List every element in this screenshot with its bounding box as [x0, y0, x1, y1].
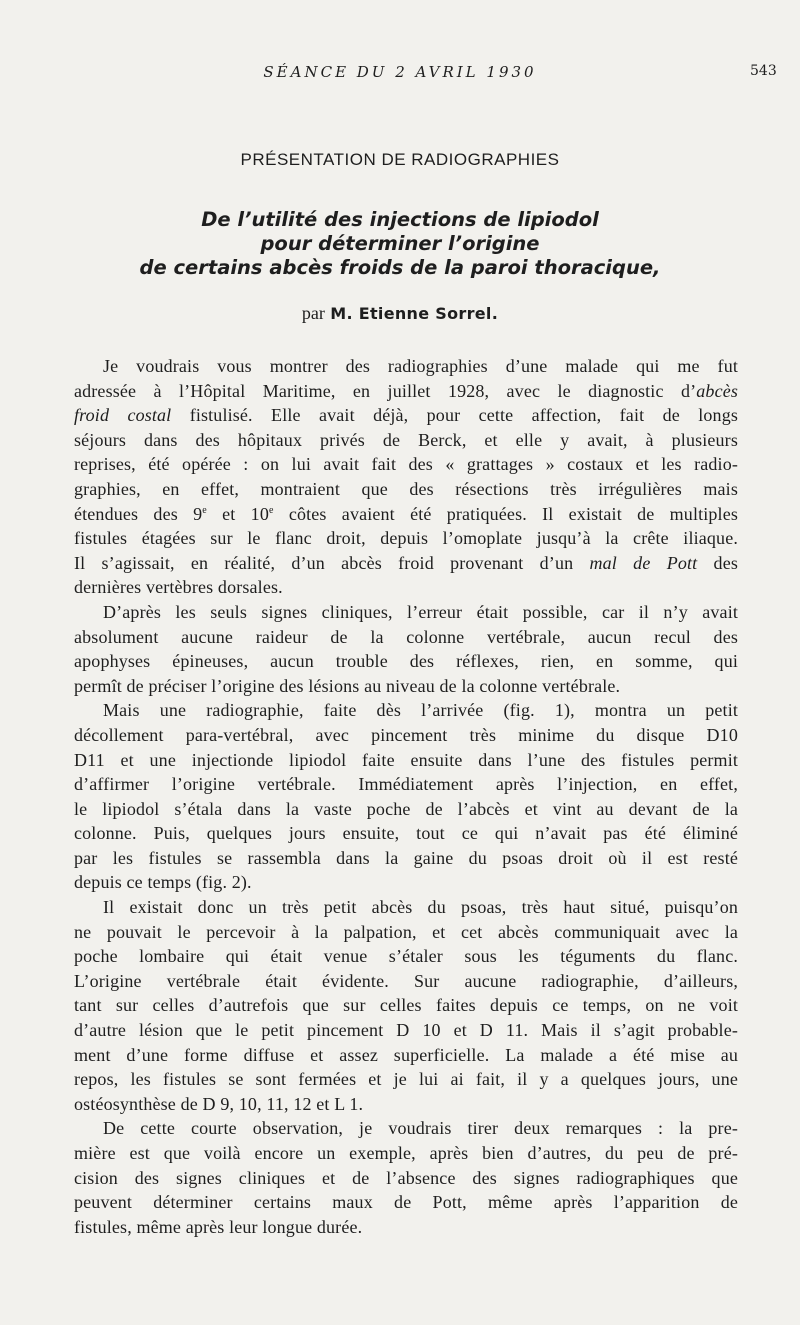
text-run: fistulisé. Elle avait déjà, pour cette affection, fait de longs [171, 405, 738, 426]
text-line [74, 969, 738, 994]
text-line [74, 600, 738, 625]
text-run: et 10 [206, 503, 269, 524]
text-line [74, 1043, 738, 1068]
italic-text: froid costal [74, 405, 172, 426]
text-run: colonne. Puis, quelques jours ensuite, tout ce qui n’avait pas été éliminé [74, 823, 738, 844]
article-title-line: De l’utilité des injections de lipiodol [201, 208, 599, 231]
text-line [74, 575, 738, 600]
paragraph [74, 354, 738, 600]
text-line [74, 797, 738, 822]
text-line [74, 920, 738, 945]
text-line [74, 502, 738, 527]
text-run: De cette courte observation, je voudrais tirer deux remarques : la pre- [103, 1118, 738, 1139]
text-run: dernières vertèbres dorsales. [74, 577, 283, 598]
text-run: d’affirmer l’origine vertébrale. Immédiatement après l’injection, en effet, [74, 774, 738, 795]
text-line [74, 772, 738, 797]
text-line [74, 649, 738, 674]
text-line [74, 403, 738, 428]
text-run: ostéosynthèse de D 9, 10, 11, 12 et L 1. [74, 1093, 364, 1114]
text-run: cision des signes cliniques et de l’absence des signes radiographiques que [74, 1167, 738, 1188]
text-run: adressée à l’Hôpital Maritime, en juillet 1928, avec le diagnostic d’ [74, 380, 697, 401]
text-line [74, 870, 738, 895]
text-line [74, 748, 738, 773]
text-run: depuis ce temps (fig. 2). [74, 872, 252, 893]
text-run: D11 et une injectionde lipiodol faite ensuite dans l’une des fistules permit [74, 749, 738, 770]
text-line [74, 1166, 738, 1191]
article-title-line: de certains abcès froids de la paroi thoracique, [139, 256, 661, 279]
text-line [74, 354, 738, 379]
text-line [74, 379, 738, 404]
text-run: ne pouvait le percevoir à la palpation, et cet abcès communiquait avec la [74, 921, 738, 942]
text-line [74, 1092, 738, 1117]
text-run: décollement para-vertébral, avec pincement très minime du disque D10 [74, 724, 738, 745]
text-run: étendues des 9 [74, 503, 203, 524]
text-line [74, 551, 738, 576]
text-line [74, 895, 738, 920]
text-run: ment d’une forme diffuse et assez superficielle. La malade a été mise au [74, 1044, 738, 1065]
text-run: le lipiodol s’étala dans la vaste poche de l’abcès et vint au devant de la [74, 798, 738, 819]
text-run: Mais une radiographie, faite dès l’arrivée (fig. 1), montra un petit [103, 700, 738, 721]
text-run: poche lombaire qui était venue s’étaler sous les téguments du flanc. [74, 946, 738, 967]
text-run: des [697, 552, 738, 573]
superscript: e [268, 504, 274, 516]
text-run: apophyses épineuses, aucun trouble des réflexes, rien, en somme, qui [74, 651, 738, 672]
text-run: Je voudrais vous montrer des radiographies d’une malade qui me fut [103, 356, 738, 376]
text-run: fistules étagées sur le flanc droit, depuis l’omoplate jusqu’à la crête iliaque. [74, 528, 738, 549]
text-line [74, 625, 738, 650]
text-line [74, 674, 738, 699]
text-run: fistules, même après leur longue durée. [74, 1216, 363, 1237]
text-run: tant sur celles d’autrefois que sur celles faites depuis ce temps, on ne voit [74, 995, 738, 1016]
running-title: SÉANCE DU 2 AVRIL 1930 [263, 63, 537, 81]
text-run: mière est que voilà encore un exemple, après bien d’autres, du peu de pré- [74, 1143, 738, 1163]
text-line [74, 1067, 738, 1092]
article-body [74, 354, 738, 1239]
text-run: graphies, en effet, montraient que des résections très irrégulières mais [74, 478, 738, 499]
text-line [74, 993, 738, 1018]
text-run: D’après les seuls signes cliniques, l’erreur était possible, car il n’y avait [103, 601, 738, 622]
text-line [74, 944, 738, 969]
superscript: e [202, 504, 207, 516]
text-run: repos, les fistules se sont fermées et je lui ai fait, il y a quelques jours, une [74, 1069, 738, 1090]
text-line [74, 821, 738, 846]
byline-prefix: par [301, 303, 325, 323]
paragraph [74, 1116, 738, 1239]
text-line [74, 477, 738, 502]
paragraph [74, 698, 738, 895]
article-title [0, 208, 800, 280]
article-title-line: pour déterminer l’origine [260, 232, 540, 255]
text-run: L’origine vertébrale était évidente. Sur aucune radiographie, d’ailleurs, [74, 970, 738, 991]
text-line [74, 846, 738, 871]
text-line [74, 723, 738, 748]
text-line [74, 526, 738, 551]
text-run: permît de préciser l’origine des lésions au niveau de la colonne vertébrale. [74, 675, 621, 696]
text-run: peuvent déterminer certains maux de Pott, même après l’apparition de [74, 1192, 738, 1213]
byline [0, 303, 800, 324]
text-line [74, 452, 738, 477]
text-run: d’autre lésion que le petit pincement D 10 et D 11. Mais il s’agit probable- [74, 1020, 738, 1041]
text-line [74, 1190, 738, 1215]
text-line [74, 1215, 738, 1240]
text-run: séjours dans des hôpitaux privés de Berck, et elle y avait, à plusieurs [74, 429, 738, 450]
paragraph [74, 600, 738, 698]
text-line [74, 428, 738, 453]
text-line [74, 1141, 738, 1166]
text-run: par les fistules se rassembla dans la gaine du psoas droit où il est resté [74, 847, 738, 868]
author-name: M. Etienne Sorrel. [330, 304, 499, 323]
text-run: Il s’agissait, en réalité, d’un abcès froid provenant d’un [74, 552, 590, 573]
italic-text: abcès [696, 380, 738, 401]
text-line [74, 698, 738, 723]
text-run: Il existait donc un très petit abcès du psoas, très haut situé, puisqu’on [103, 897, 738, 918]
text-run: absolument aucune raideur de la colonne vertébrale, aucun recul des [74, 626, 738, 647]
text-line [74, 1018, 738, 1043]
page-number: 543 [750, 63, 777, 79]
text-run: côtes avaient été pratiquées. Il existait de multiples [273, 503, 738, 524]
italic-text: mal de Pott [589, 552, 698, 573]
text-line [74, 1116, 738, 1141]
paragraph [74, 895, 738, 1116]
text-run: reprises, été opérée : on lui avait fait des « grattages » costaux et les radio- [74, 454, 738, 475]
section-title: PRÉSENTATION DE RADIOGRAPHIES [240, 150, 560, 169]
